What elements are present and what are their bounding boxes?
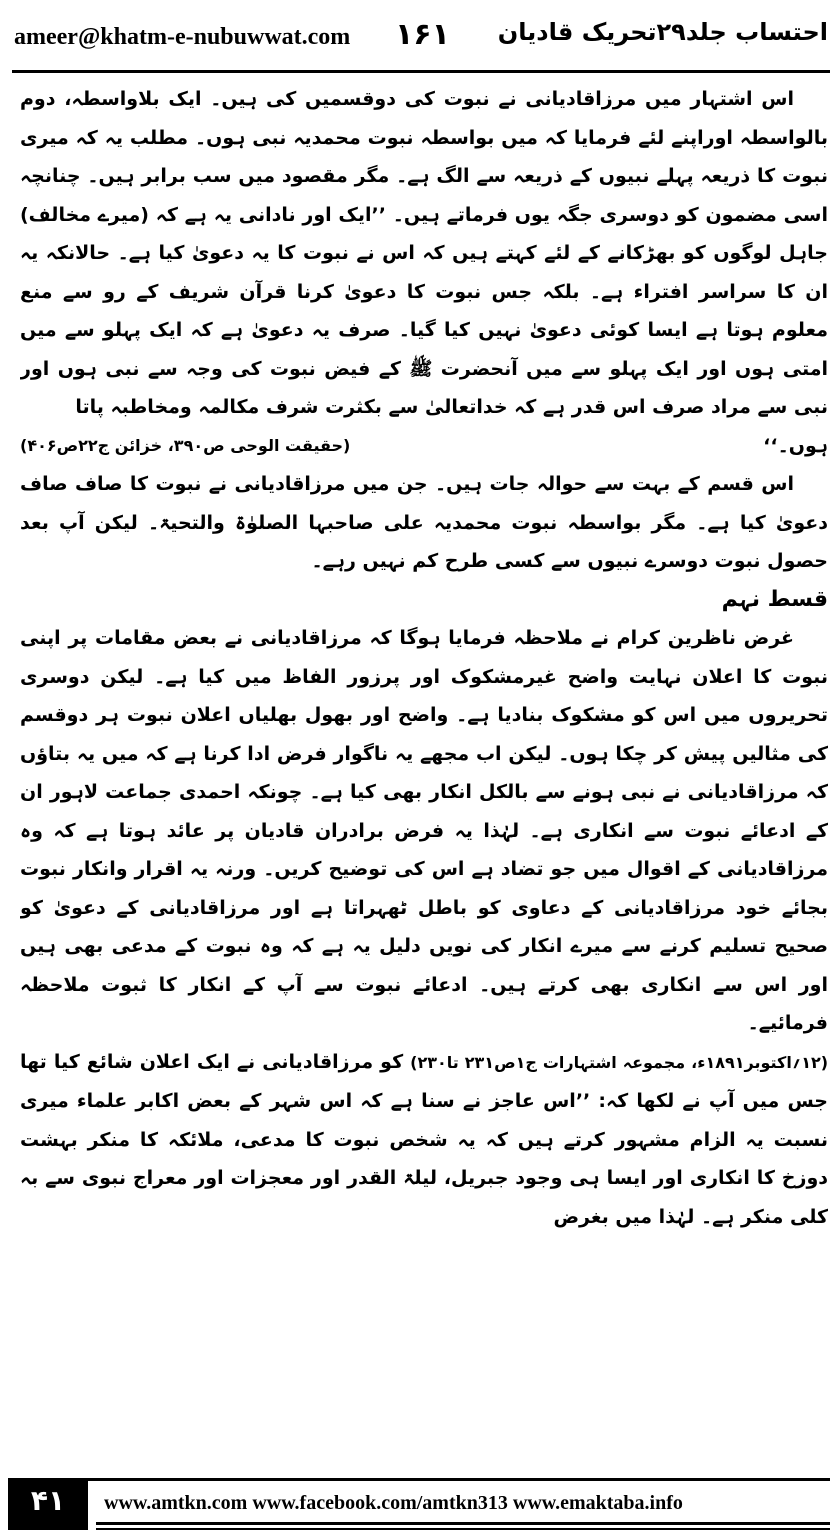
paragraph-4 (20, 1043, 828, 1237)
footer-page-number: ۴۱ (30, 1484, 66, 1517)
quote-end-row (20, 427, 828, 466)
paragraph-4-text: کو مرزاقادیانی نے ایک اعلان شائع کیا تھا جس میں آپ نے لکھا کہ: ’’اس عاجز نے سنا ہے کہ اس شہر کے بعض اکابر علماء میری نسبت یہ الزام مشہور کرتے ہیں کہ یہ شخص نبوت کا مدعی، ملائکہ کا منکر بہشت دوزخ کا انکاری اور ایسا ہی وجود جبریل، لیلۃ القدر اور معجزات اور معراج نبوی سے بہ کلی منکر ہے۔ لہٰذا میں بغرض (20, 1050, 828, 1228)
paragraph-2: اس قسم کے بہت سے حوالہ جات ہیں۔ جن میں مرزاقادیانی نے نبوت کا صاف صاف دعویٰ کیا ہے۔ مگر بواسطہ نبوت محمدیہ علی صاحبہا الصلوٰۃ والتحیۃ۔ لیکن آپ بعد حصول نبوت دوسرے نبیوں سے کسی طرح کم نہیں رہے۔ (20, 473, 828, 572)
paragraph-1-end: ہوں۔‘‘ (763, 434, 828, 457)
page-header (0, 0, 840, 76)
header-book-title: احتساب جلد۲۹تحریک قادیان (497, 18, 828, 46)
footer-bottom-rule (96, 1522, 830, 1525)
footer-urls[interactable]: www.amtkn.com www.facebook.com/amtkn313 www.emaktaba.info (104, 1492, 683, 1514)
footer-top-rule (12, 1478, 830, 1481)
header-page-number: ۱۶۱ (395, 17, 450, 52)
footer-bottom-rule-2 (96, 1528, 830, 1530)
paragraph-1: اس اشتہار میں مرزاقادیانی نے نبوت کی دوقسمیں کی ہیں۔ ایک بلاواسطہ، دوم بالواسطہ اوراپنے لئے فرمایا کہ میں بواسطہ نبوت محمدیہ نبی ہوں۔ مطلب یہ کہ میری نبوت کا ذریعہ پہلے نبیوں کے ذریعہ سے الگ ہے۔ مگر مقصود میں سب برابر ہیں۔ چنانچہ اسی مضمون کو دوسری جگہ یوں فرماتے ہیں۔ ’’ایک اور نادانی یہ ہے کہ (میرے مخالف) جاہل لوگوں کو بھڑکانے کے لئے کہتے ہیں کہ اس نے نبوت کا یہ دعویٰ کیا ہے۔ حالانکہ یہ ان کا سراسر افتراء ہے۔ بلکہ جس نبوت کا دعویٰ کرنا قرآن شریف کے رو سے منع معلوم ہوتا ہے ایسا کوئی دعویٰ نہیں کیا گیا۔ صرف یہ دعویٰ ہے کہ ایک پہلو سے میں امتی ہوں اور ایک پہلو سے میں آنحضرت ﷺ کے فیض نبوت کی وجہ سے نبی ہوں اور نبی سے مراد صرف اس قدر ہے کہ خداتعالیٰ سے بکثرت شرف مکالمہ ومخاطبہ پاتا (20, 88, 828, 418)
paragraph-3: غرض ناظرین کرام نے ملاحظہ فرمایا ہوگا کہ مرزاقادیانی نے بعض مقامات پر اپنی نبوت کا اعلان نہایت واضح غیرمشکوک اور پرزور الفاظ میں کیا ہے۔ لیکن دوسری تحریروں میں اس کو مشکوک بنادیا ہے۔ واضح اور بھول بھلیاں اعلان نبوت ہر دوقسم کی مثالیں پیش کر چکا ہوں۔ لیکن اب مجھے یہ ناگوار فرض ادا کرنا ہے کہ میں یہ بتاؤں کہ مرزاقادیانی نے نبی ہونے سے بالکل انکار بھی کیا ہے۔ چونکہ احمدی جماعت لاہور ان کے ادعائے نبوت سے انکاری ہے۔ لہٰذا یہ فرض برادران قادیان پر عائد ہوتا ہے کہ وہ مرزاقادیانی کے اقوال میں جو تضاد ہے اس کی توضیح کریں۔ ورنہ یہ اقرار وانکار نبوت بجائے خود مرزاقادیانی کے دعاوی کو باطل ٹھہراتا ہے اور مرزاقادیانی کے دعویٰ کو صحیح تسلیم کرنے سے میرے انکار کی نویں دلیل یہ ہے کہ وہ نبوت کے مدعی بھی ہیں اور اس سے انکاری بھی کرتے ہیں۔ ادعائے نبوت سے آپ کے انکار کا ثبوت ملاحظہ فرمائیے۔ (20, 627, 828, 1034)
page-body (20, 80, 828, 1448)
citation-haqiqat-ul-wahi: (حقیقت الوحی ص۳۹۰، خزائن ج۲۲ص۴۰۶) (20, 435, 351, 455)
page-footer (0, 1478, 840, 1540)
section-heading: قسط نہم (721, 586, 828, 612)
paragraph-4-reference: (۱۲؍اکتوبر۱۸۹۱ء، مجموعہ اشتہارات ج۱ص۲۳۱ تا۲۳۰) (410, 1052, 828, 1072)
header-rule (12, 70, 830, 73)
header-email[interactable]: ameer@khatm-e-nubuwwat.com (14, 24, 351, 50)
